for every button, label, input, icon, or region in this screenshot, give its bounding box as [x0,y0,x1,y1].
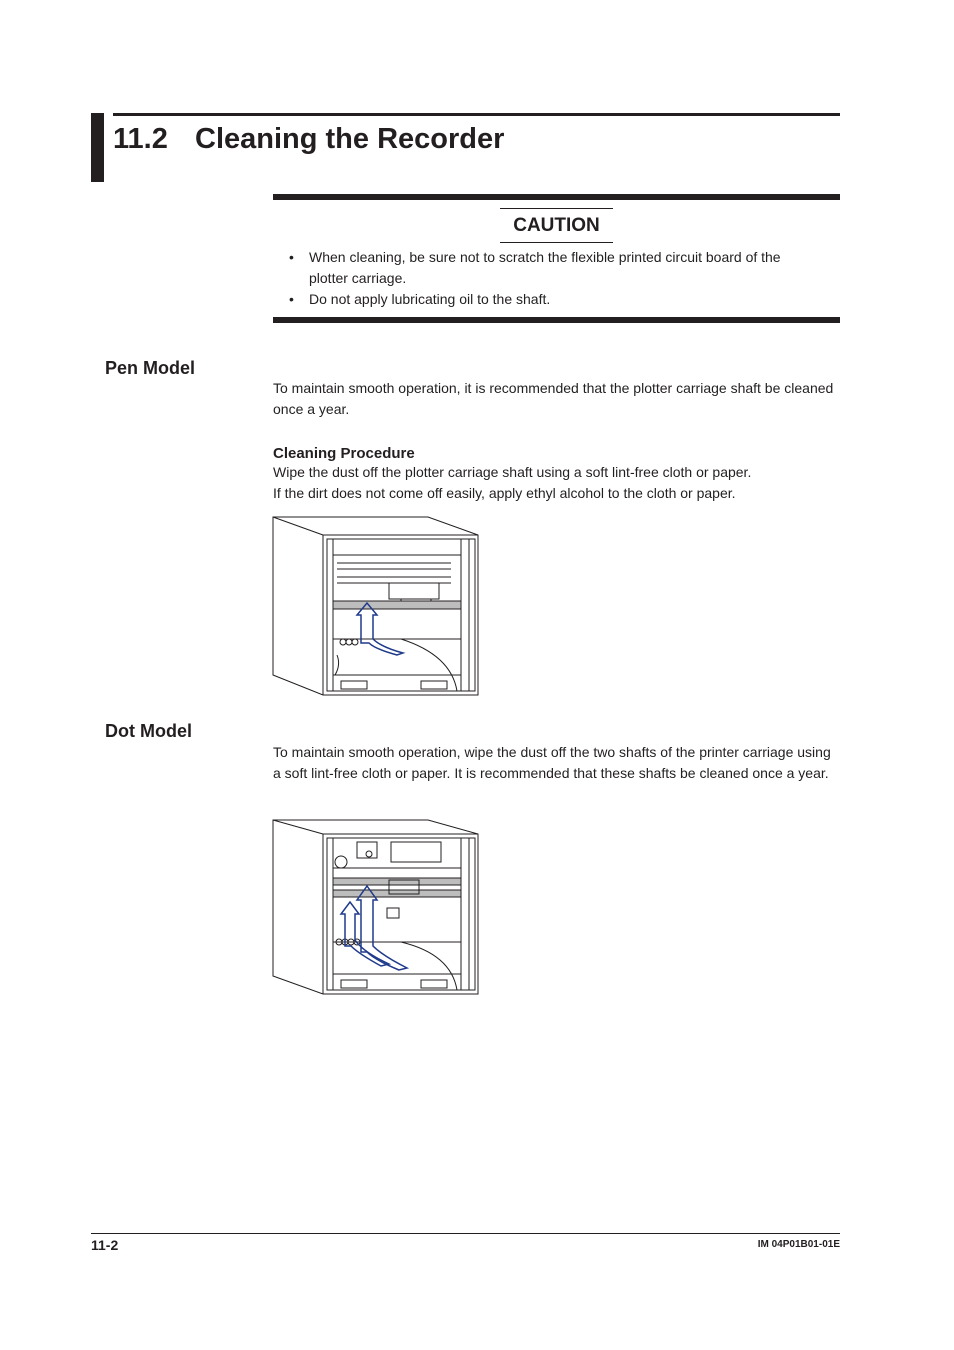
cleaning-procedure-heading: Cleaning Procedure [273,445,415,462]
procedure-line: Wipe the dust off the plotter carriage shaft using a soft lint-free cloth or paper. [273,464,752,480]
caution-top-rule [273,194,840,200]
upper-shaft-arrow-icon [357,886,407,970]
pen-model-text: To maintain smooth operation, it is recommended that the plotter carriage shaft be cleaned once a year. [273,380,834,417]
page-number: 11-2 [91,1237,119,1253]
procedure-line: If the dirt does not come off easily, apply ethyl alcohol to the cloth or paper. [273,485,736,501]
caution-item: • Do not apply lubricating oil to the shaft. [289,289,819,310]
title-rule [113,113,840,116]
footer-rule [91,1233,840,1234]
document-id: IM 04P01B01-01E [757,1239,840,1250]
section-number: 11.2 [113,123,168,155]
pen-model-heading: Pen Model [105,358,196,378]
pen-model-illustration [271,515,481,697]
dot-model-illustration [271,818,481,996]
title-accent-bar [91,113,104,182]
dot-model-heading: Dot Model [105,721,192,741]
section-title: Cleaning the Recorder [195,123,505,155]
page-title [113,120,504,158]
caution-item: • When cleaning, be sure not to scratch the flexible printed circuit board of the plotter carriage. [289,247,819,289]
caution-heading: CAUTION [500,208,613,243]
caution-bottom-rule [273,317,840,323]
shaft-arrow-icon [357,603,403,655]
lower-shaft-arrow-icon [341,902,389,966]
caution-list [289,247,819,310]
dot-model-text: To maintain smooth operation, wipe the dust off the two shafts of the printer carriage using a soft lint-free cloth or paper. It is recommended that these shafts be cleaned once a year. [273,744,831,781]
